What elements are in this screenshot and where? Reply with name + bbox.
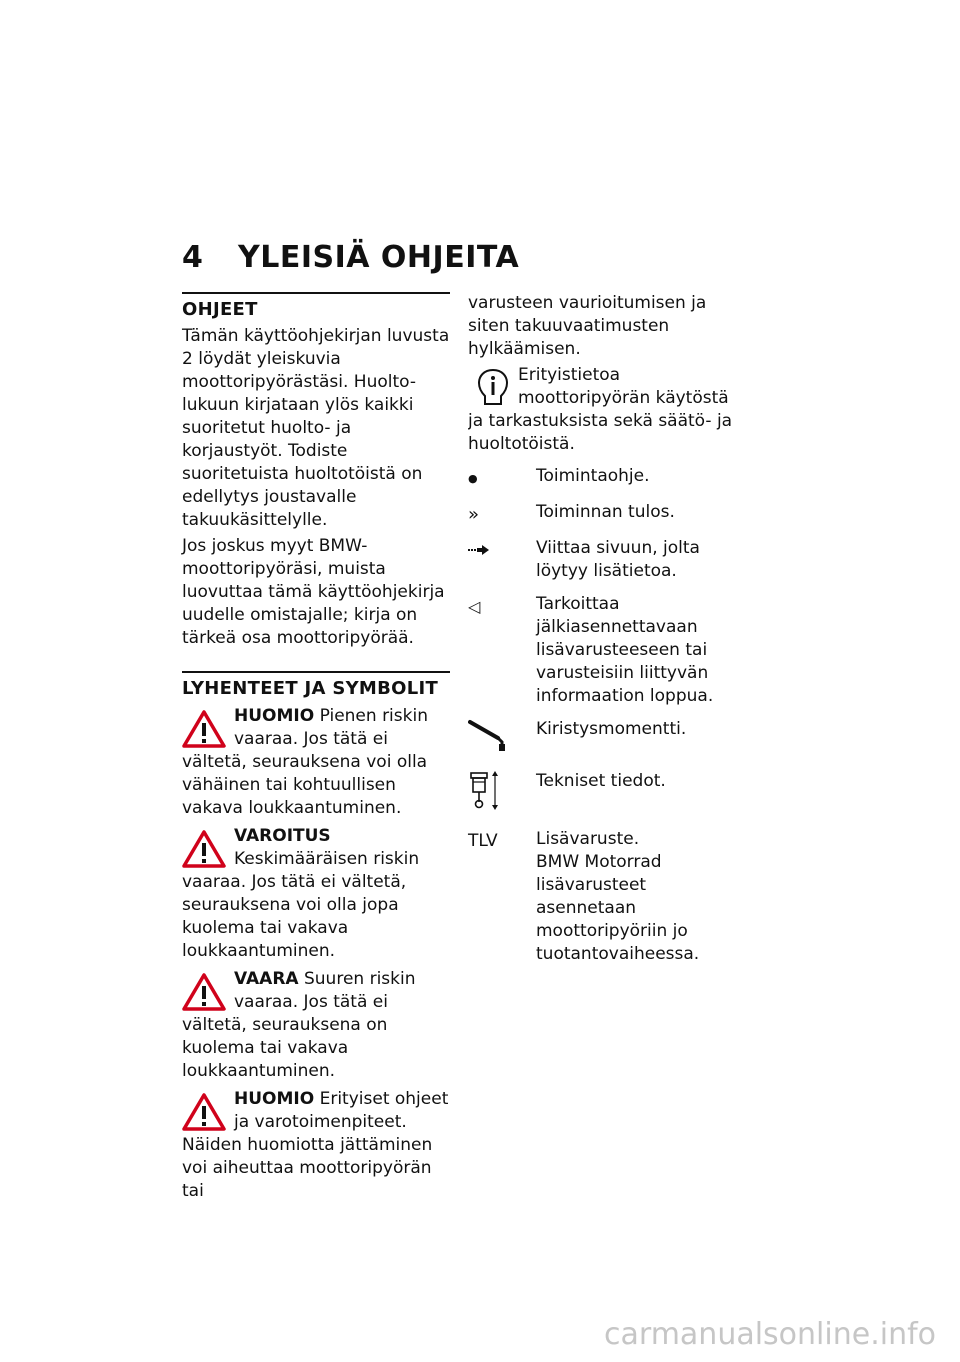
symbol-description: Kiristysmomentti. (536, 719, 687, 739)
symbol-description: Tekniset tiedot. (536, 771, 666, 791)
warning-label: VAROITUS (234, 826, 331, 846)
warning-label: VAARA (234, 969, 299, 989)
symbol-row (468, 501, 740, 527)
symbol-row (468, 593, 740, 708)
warning-block-huomio (182, 705, 450, 820)
info-text: Erityistietoa moottoripyörän käytöstä ja tarkastuksista sekä säätö- ja huoltotöistä. (468, 365, 733, 454)
warning-label: HUOMIO (234, 1089, 315, 1109)
section-heading-ohjeet: OHJEET (182, 299, 258, 320)
symbol-row (468, 465, 740, 491)
section-divider (182, 671, 450, 673)
warning-text: Suuren riskin vaaraa. Jos tätä ei vältetä, seurauksena on kuolema tai vakava loukkaantuminen. (182, 969, 416, 1081)
warning-text: Keskimääräisen riskin vaaraa. Jos tätä ei vältetä, seurauksena voi olla jopa kuolema tai vakava loukkaantuminen. (182, 849, 420, 961)
right-column (468, 292, 740, 976)
symbol-row (468, 537, 740, 583)
symbol-description: Toimintaohje. (536, 466, 650, 486)
warning-triangle-icon (182, 1092, 226, 1132)
bullet-icon: ● (468, 471, 478, 485)
left-column (182, 292, 450, 1208)
continuation-text: varusteen vaurioitumisen ja siten takuuvaatimusten hylkäämisen. (468, 293, 707, 359)
result-icon: » (468, 503, 480, 525)
warning-text: Pienen riskin vaaraa. Jos tätä ei vältetä, seurauksena voi olla vähäinen tai kohtuullisen vakava loukkaantuminen. (182, 706, 428, 818)
section-divider (182, 292, 450, 294)
warning-block-huomio-special (182, 1088, 450, 1203)
warning-text: Erityiset ohjeet ja varotoimenpiteet. Näiden huomiotta jättäminen voi aiheuttaa moottoripyörän tai (182, 1089, 449, 1201)
tlv-line-1: Lisävaruste. (536, 829, 640, 849)
info-icon (476, 368, 510, 406)
symbol-row (468, 718, 740, 752)
warning-label: HUOMIO (234, 706, 315, 726)
technical-data-icon (468, 770, 524, 810)
warning-triangle-icon (182, 829, 226, 869)
symbol-row (468, 770, 740, 810)
tlv-description (536, 828, 740, 966)
symbol-description: Tarkoittaa jälkiasennettavaan lisävarusteeseen tai varusteisiin liittyvän informaation loppua. (536, 594, 714, 706)
ohjeet-paragraph-1: Tämän käyttöohjekirjan luvusta 2 löydät yleiskuvia moottoripyörästäsi. Huolto-lukuun kirjataan ylös kaikki suoritetut huolto- ja korjaustyöt. Todiste suoritetuista huoltotöistä on edellytys joustavalle takuukäsittelylle. (182, 326, 450, 530)
tlv-line-2: BMW Motorrad lisävarusteet asennetaan moottoripyöriin jo tuotantovaiheessa. (536, 852, 700, 964)
chapter-number: 4 (182, 240, 204, 275)
page-reference-icon (468, 537, 524, 563)
watermark: carmanualsonline.info (604, 1317, 936, 1352)
tlv-abbreviation: TLV (468, 830, 498, 851)
warning-block-varoitus (182, 825, 450, 963)
ohjeet-paragraph-2: Jos joskus myyt BMW-moottoripyöräsi, muista luovuttaa tämä käyttöohjekirja uudelle omistajalle; kirja on tärkeä osa moottoripyörää. (182, 536, 445, 648)
torque-wrench-icon (468, 718, 524, 752)
chapter-title (182, 240, 519, 275)
chapter-heading: YLEISIÄ OHJEITA (238, 240, 520, 275)
info-block (468, 364, 740, 456)
symbol-row-tlv (468, 828, 740, 966)
symbol-description: Viittaa sivuun, jolta löytyy lisätietoa. (536, 538, 700, 581)
warning-triangle-icon (182, 709, 226, 749)
end-of-info-icon: ◁ (468, 596, 481, 616)
symbol-description: Toiminnan tulos. (536, 502, 675, 522)
section-heading-lyhenteet: LYHENTEET JA SYMBOLIT (182, 678, 439, 699)
warning-triangle-icon (182, 972, 226, 1012)
warning-block-vaara (182, 968, 450, 1083)
